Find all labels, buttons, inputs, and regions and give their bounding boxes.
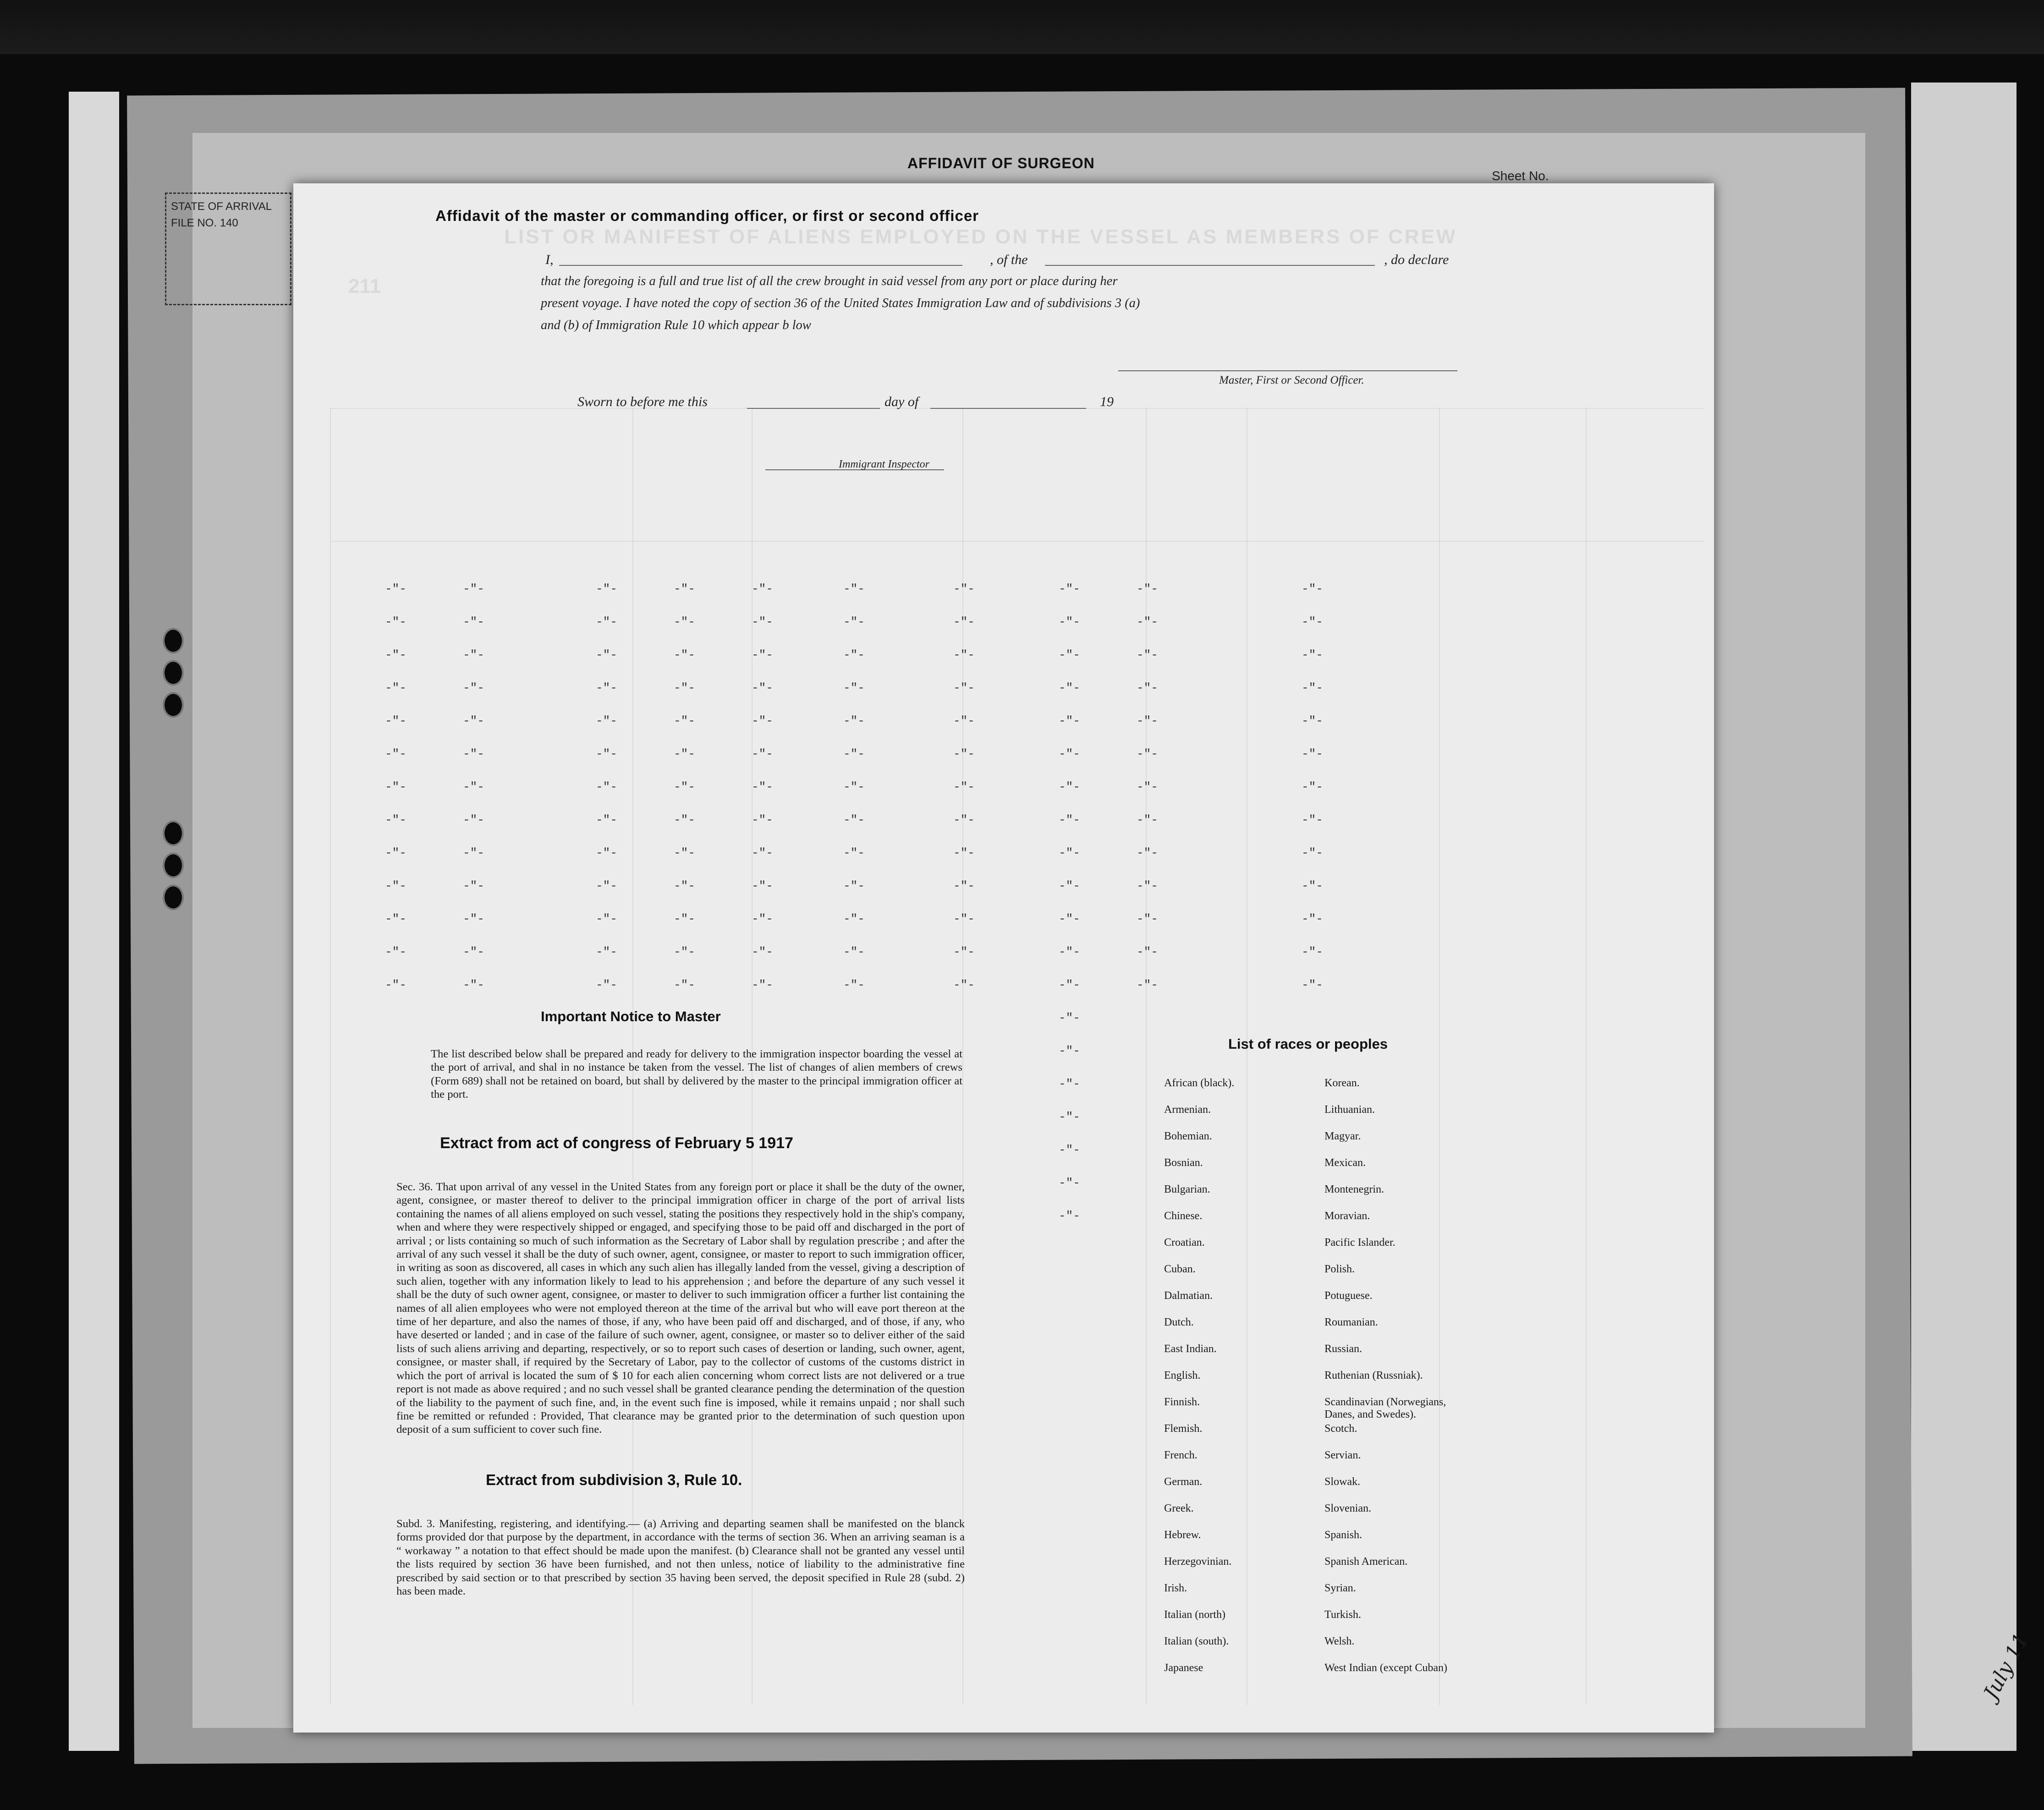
ditto-mark: -"-: [596, 846, 617, 860]
ditto-mark: -"-: [843, 879, 865, 893]
ditto-mark: -"-: [463, 714, 484, 728]
ditto-mark: -"-: [843, 648, 865, 662]
ditto-mark: -"-: [385, 945, 407, 959]
affidavit-title: Affidavit of the master or commanding officer, or first or second officer: [435, 207, 979, 224]
master-signature-line: [1118, 370, 1457, 371]
ditto-mark: -"-: [1137, 813, 1158, 827]
ditto-mark: -"-: [674, 615, 695, 629]
ditto-mark: -"-: [1137, 615, 1158, 629]
ditto-mark: -"-: [1302, 780, 1323, 794]
ditto-mark: -"-: [385, 582, 407, 596]
name-blank: [559, 265, 962, 266]
year-label: 19: [1100, 394, 1114, 409]
ditto-mark: -"-: [1059, 714, 1080, 728]
race-item: Croatian.: [1164, 1237, 1205, 1249]
race-item: Bosnian.: [1164, 1157, 1203, 1169]
sworn-label: Sworn to before me this: [577, 394, 708, 409]
ditto-mark: -"-: [1059, 945, 1080, 959]
ditto-mark: -"-: [1137, 582, 1158, 596]
race-item: Pacific Islander.: [1324, 1237, 1396, 1249]
extract-rule-title: Extract from subdivision 3, Rule 10.: [486, 1471, 742, 1488]
grid-line: [330, 408, 331, 1705]
ditto-mark: -"-: [385, 846, 407, 860]
inspector-label: Immigrant Inspector: [839, 458, 929, 470]
ditto-mark: -"-: [1059, 1110, 1080, 1124]
ditto-mark: -"-: [953, 780, 975, 794]
ditto-mark: -"-: [596, 945, 617, 959]
race-item: English.: [1164, 1370, 1201, 1381]
race-item: Slowak.: [1324, 1476, 1360, 1488]
ditto-mark: -"-: [674, 945, 695, 959]
ditto-mark: -"-: [1059, 879, 1080, 893]
ditto-mark: -"-: [953, 648, 975, 662]
ditto-mark: -"-: [596, 714, 617, 728]
ditto-mark: -"-: [953, 681, 975, 695]
ditto-mark: -"-: [1302, 813, 1323, 827]
ditto-mark: -"-: [596, 978, 617, 992]
ditto-mark: -"-: [1059, 1209, 1080, 1223]
ditto-mark: -"-: [385, 780, 407, 794]
ditto-mark: -"-: [463, 945, 484, 959]
ditto-mark: -"-: [1059, 615, 1080, 629]
race-item: Bulgarian.: [1164, 1183, 1210, 1195]
background-manifest-header: LIST OR MANIFEST OF ALIENS EMPLOYED ON THE VESSEL AS MEMBERS OF CREW: [504, 226, 1457, 248]
binder-hole: [163, 885, 184, 910]
race-item: Dutch.: [1164, 1316, 1194, 1328]
ditto-mark: -"-: [674, 879, 695, 893]
ditto-mark: -"-: [752, 912, 773, 926]
binder-hole: [163, 628, 184, 654]
extract-act-body: Sec. 36. That upon arrival of any vessel in the United States from any foreign port or place it shall be the duty of the owner, agent, consignee, or master thereof to deliver to the principal immigration officer in charge of the port of arrival lists containing the names of all aliens employed on such vessel, stating the positions they respectively hold in the ship's company, when and where they were respectively shipped or engaged, and specifying those to be paid off and discharged in the port of arrival ; or lists containing so much of such information as the Secretary of Labor shall by regulation prescribe ; and after the arrival of any such vessel it shall be the duty of such owner, agent, consignee, or master to report to such immigration officer, in writing as soon as discovered, all cases in which any such alien has illegally landed from the vessel, giving a description of such alien, together with any information likely to lead to his apprehension ; and before the departure of any such vessel it shall be the duty of such owner agent, consignee, or master to deliver to such immigration officer a further list containing the names of all alien employees who were not employed thereon at the time of the arrival but who will eave port thereon at the time of her departure, and also the names of those, if any, who have been paid off and discharged, and of those, if any, who have deserted or landed ; and in case of the failure of such owner, agent, consignee, or master so to deliver either of the said lists of such aliens arriving and departing, respectively, or so to report such cases of desertion or landing, such owner, agent, consignee, or master shall, if required by the Secretary of Labor, pay to the collector of customs of the customs district in which the port of arrival is located the sum of $ 10 for each alien concerning whom correct lists are not delivered or a true report is not made as above required ; and no such vessel shall be granted clearance pending the determination of the question of the liability to the payment of such fine, and, in the event such fine is imposed, while it remains unpaid ; nor shall such fine be remitted or refunded : Provided, That clearance may be granted prior to the determination of such question upon deposit of a sum sufficient to cover such fine.: [396, 1181, 965, 1436]
ditto-mark: -"-: [752, 846, 773, 860]
ditto-mark: -"-: [596, 813, 617, 827]
ditto-mark: -"-: [596, 747, 617, 761]
extract-rule-body: Subd. 3. Manifesting, registering, and identifying.— (a) Arriving and departing seamen shall be manifested on the blanck forms provided dor that purpose by the department, in accordance with the terms of section 36. When an arriving seaman is a “ workaway ” a notation to that effect should be made upon the manifest. (b) Clearance shall not be granted any vessel until the lists required by section 36 have been furnished, and not then unless, notice of liability to the administrative fine prescribed by said section or to that prescribed by section 35 having been served, the deposit specified in Rule 28 (subd. 2) has been made.: [396, 1518, 965, 1598]
race-item: Italian (north): [1164, 1609, 1225, 1621]
ditto-mark: -"-: [463, 681, 484, 695]
ditto-mark: -"-: [1137, 912, 1158, 926]
ditto-mark: -"-: [1137, 945, 1158, 959]
ditto-mark: -"-: [953, 615, 975, 629]
ditto-mark: -"-: [843, 780, 865, 794]
race-item: Spanish American.: [1324, 1556, 1408, 1568]
ditto-mark: -"-: [953, 813, 975, 827]
race-item: Hebrew.: [1164, 1529, 1201, 1541]
ditto-mark: -"-: [1137, 879, 1158, 893]
race-item: West Indian (except Cuban): [1324, 1662, 1447, 1674]
ditto-mark: -"-: [953, 582, 975, 596]
race-item: Finnish.: [1164, 1396, 1200, 1408]
ditto-mark: -"-: [463, 582, 484, 596]
ditto-mark: -"-: [1302, 846, 1323, 860]
ditto-mark: -"-: [1302, 945, 1323, 959]
ditto-mark: -"-: [1059, 846, 1080, 860]
race-item: Montenegrin.: [1324, 1183, 1384, 1195]
ditto-mark: -"-: [674, 813, 695, 827]
affidavit-line-2: that the foregoing is a full and true list of all the crew brought in said vessel from any port or place during her: [541, 274, 1118, 288]
ditto-mark: -"-: [1137, 681, 1158, 695]
ditto-mark: -"-: [752, 747, 773, 761]
ditto-mark: -"-: [1137, 714, 1158, 728]
race-item: Irish.: [1164, 1582, 1187, 1594]
binder-hole: [163, 692, 184, 718]
ditto-mark: -"-: [463, 780, 484, 794]
ditto-mark: -"-: [1302, 879, 1323, 893]
ditto-mark: -"-: [1059, 681, 1080, 695]
ditto-mark: -"-: [843, 747, 865, 761]
ditto-mark: -"-: [752, 813, 773, 827]
ditto-mark: -"-: [385, 912, 407, 926]
notice-title: Important Notice to Master: [541, 1008, 721, 1024]
affidavit-of-the: , of the: [990, 252, 1028, 267]
race-item: Chinese.: [1164, 1210, 1203, 1222]
ditto-mark: -"-: [752, 681, 773, 695]
ditto-mark: -"-: [385, 747, 407, 761]
race-item: Syrian.: [1324, 1582, 1356, 1594]
ditto-mark: -"-: [674, 978, 695, 992]
ditto-mark: -"-: [953, 978, 975, 992]
grid-line: [330, 541, 1705, 542]
binder-hole: [163, 820, 184, 846]
ditto-mark: -"-: [385, 813, 407, 827]
race-item: Flemish.: [1164, 1423, 1203, 1435]
ditto-mark: -"-: [674, 648, 695, 662]
ditto-mark: -"-: [1059, 648, 1080, 662]
ditto-mark: -"-: [1302, 978, 1323, 992]
ditto-mark: -"-: [752, 879, 773, 893]
ditto-mark: -"-: [843, 813, 865, 827]
race-item: African (black).: [1164, 1077, 1235, 1089]
ditto-mark: -"-: [1059, 978, 1080, 992]
binder-hole: [163, 853, 184, 878]
race-item: Turkish.: [1324, 1609, 1361, 1621]
race-item: Slovenian.: [1324, 1502, 1371, 1514]
ditto-mark: -"-: [674, 582, 695, 596]
ditto-mark: -"-: [1059, 1011, 1080, 1025]
ditto-mark: -"-: [1302, 615, 1323, 629]
day-of-label: day of: [885, 394, 919, 409]
ditto-mark: -"-: [1059, 582, 1080, 596]
ditto-mark: -"-: [752, 978, 773, 992]
races-title: List of races or peoples: [1228, 1036, 1388, 1052]
ditto-mark: -"-: [1059, 1077, 1080, 1091]
affidavit-declare: , do declare: [1384, 252, 1449, 267]
ditto-mark: -"-: [1302, 648, 1323, 662]
stamp-line-2: FILE NO. 140: [171, 217, 238, 229]
ditto-mark: -"-: [674, 780, 695, 794]
race-item: Greek.: [1164, 1502, 1194, 1514]
ditto-mark: -"-: [843, 615, 865, 629]
ditto-mark: -"-: [385, 681, 407, 695]
ditto-mark: -"-: [463, 615, 484, 629]
ditto-mark: -"-: [752, 648, 773, 662]
race-item: Dalmatian.: [1164, 1290, 1213, 1302]
ditto-mark: -"-: [843, 681, 865, 695]
ditto-mark: -"-: [843, 912, 865, 926]
ditto-mark: -"-: [752, 714, 773, 728]
ditto-mark: -"-: [843, 846, 865, 860]
ditto-mark: -"-: [752, 780, 773, 794]
ditto-mark: -"-: [1059, 1143, 1080, 1157]
grid-line: [962, 408, 963, 1705]
ditto-mark: -"-: [1302, 582, 1323, 596]
ditto-mark: -"-: [1137, 780, 1158, 794]
race-item: Magyar.: [1324, 1130, 1361, 1142]
ditto-mark: -"-: [843, 714, 865, 728]
ditto-mark: -"-: [463, 813, 484, 827]
ditto-mark: -"-: [953, 714, 975, 728]
race-item: Armenian.: [1164, 1104, 1211, 1116]
race-item: Japanese: [1164, 1662, 1203, 1674]
ditto-mark: -"-: [463, 846, 484, 860]
ditto-mark: -"-: [1059, 813, 1080, 827]
grid-line: [1586, 408, 1587, 1705]
race-item: Russian.: [1324, 1343, 1363, 1355]
ditto-mark: -"-: [596, 879, 617, 893]
ditto-mark: -"-: [1059, 780, 1080, 794]
background-manifest-number: 211: [348, 275, 381, 297]
ditto-mark: -"-: [596, 615, 617, 629]
race-item: Polish.: [1324, 1263, 1355, 1275]
ditto-mark: -"-: [1302, 681, 1323, 695]
ditto-mark: -"-: [463, 912, 484, 926]
file-stamp: [165, 193, 291, 305]
race-item: Korean.: [1324, 1077, 1360, 1089]
race-item: Italian (south).: [1164, 1635, 1229, 1647]
sheet-no-line-1: Sheet No.: [1492, 169, 1549, 183]
ditto-mark: -"-: [1137, 978, 1158, 992]
ditto-mark: -"-: [1137, 747, 1158, 761]
ditto-mark: -"-: [1059, 1044, 1080, 1058]
ditto-mark: -"-: [385, 978, 407, 992]
ditto-mark: -"-: [1137, 846, 1158, 860]
ditto-mark: -"-: [385, 615, 407, 629]
ditto-mark: -"-: [596, 681, 617, 695]
ditto-mark: -"-: [953, 912, 975, 926]
ditto-mark: -"-: [752, 945, 773, 959]
race-item: Roumanian.: [1324, 1316, 1378, 1328]
ditto-mark: -"-: [1137, 648, 1158, 662]
race-item: German.: [1164, 1476, 1203, 1488]
race-item: Scandinavian (Norwegians, Danes, and Swedes).: [1324, 1396, 1446, 1420]
notice-body: The list described below shall be prepared and ready for delivery to the immigration inspector boarding the vessel at the port of arrival, and shal in no instance be taken from the vessel. The list of changes of alien members of crews (Form 689) shall not be retained on board, but shall by delivered by the master to the principal immigration officer at the port.: [431, 1048, 962, 1101]
ditto-mark: -"-: [953, 747, 975, 761]
ditto-mark: -"-: [674, 846, 695, 860]
sworn-day-blank: [747, 408, 880, 409]
race-item: Servian.: [1324, 1449, 1361, 1461]
ditto-mark: -"-: [385, 879, 407, 893]
grid-line: [1439, 408, 1440, 1705]
ditto-mark: -"-: [1302, 714, 1323, 728]
scanner-top-band: [0, 0, 2044, 54]
ditto-mark: -"-: [463, 879, 484, 893]
right-margin-strip: [1911, 83, 2017, 1751]
ditto-mark: -"-: [953, 945, 975, 959]
ditto-mark: -"-: [596, 912, 617, 926]
race-item: Herzegovinian.: [1164, 1556, 1232, 1568]
ditto-mark: -"-: [674, 714, 695, 728]
ditto-mark: -"-: [463, 978, 484, 992]
ditto-mark: -"-: [953, 846, 975, 860]
race-item: Scotch.: [1324, 1423, 1357, 1435]
ditto-mark: -"-: [674, 681, 695, 695]
affidavit-line-4: and (b) of Immigration Rule 10 which appear b low: [541, 318, 811, 332]
ditto-mark: -"-: [1302, 912, 1323, 926]
master-label: Master, First or Second Officer.: [1219, 374, 1364, 386]
ditto-mark: -"-: [385, 648, 407, 662]
race-item: Ruthenian (Russniak).: [1324, 1370, 1423, 1381]
affidavit-i: I,: [545, 252, 554, 267]
ditto-mark: -"-: [752, 615, 773, 629]
month-blank: [930, 408, 1086, 409]
vessel-blank: [1045, 265, 1375, 266]
left-margin-strip: [69, 92, 119, 1751]
affidavit-page: [293, 183, 1714, 1733]
race-item: Moravian.: [1324, 1210, 1370, 1222]
race-item: Spanish.: [1324, 1529, 1363, 1541]
ditto-mark: -"-: [463, 747, 484, 761]
ditto-mark: -"-: [1059, 747, 1080, 761]
race-item: Potuguese.: [1324, 1290, 1373, 1302]
race-item: French.: [1164, 1449, 1198, 1461]
race-item: Welsh.: [1324, 1635, 1355, 1647]
ditto-mark: -"-: [843, 945, 865, 959]
race-item: Mexican.: [1324, 1157, 1366, 1169]
ditto-mark: -"-: [596, 582, 617, 596]
back-sheet-title: AFFIDAVIT OF SURGEON: [907, 155, 1095, 171]
extract-act-title: Extract from act of congress of February 5 1917: [440, 1134, 793, 1152]
ditto-mark: -"-: [843, 582, 865, 596]
ditto-mark: -"-: [385, 714, 407, 728]
ditto-mark: -"-: [1059, 912, 1080, 926]
handwritten-date: July 11: [1979, 1629, 2033, 1703]
ditto-mark: -"-: [752, 582, 773, 596]
ditto-mark: -"-: [953, 879, 975, 893]
ditto-mark: -"-: [674, 912, 695, 926]
race-item: East Indian.: [1164, 1343, 1217, 1355]
affidavit-line-3: present voyage. I have noted the copy of section 36 of the United States Immigration Law and of subdivisions 3 (a): [541, 296, 1140, 310]
ditto-mark: -"-: [463, 648, 484, 662]
ditto-mark: -"-: [596, 648, 617, 662]
ditto-mark: -"-: [1302, 747, 1323, 761]
grid-line: [1146, 408, 1147, 1705]
binder-hole: [163, 660, 184, 686]
ditto-mark: -"-: [674, 747, 695, 761]
race-item: Lithuanian.: [1324, 1104, 1375, 1116]
ditto-mark: -"-: [596, 780, 617, 794]
stamp-line-1: STATE OF ARRIVAL: [171, 200, 272, 213]
race-item: Cuban.: [1164, 1263, 1196, 1275]
ditto-mark: -"-: [1059, 1176, 1080, 1190]
ditto-mark: -"-: [843, 978, 865, 992]
race-item: Bohemian.: [1164, 1130, 1212, 1142]
